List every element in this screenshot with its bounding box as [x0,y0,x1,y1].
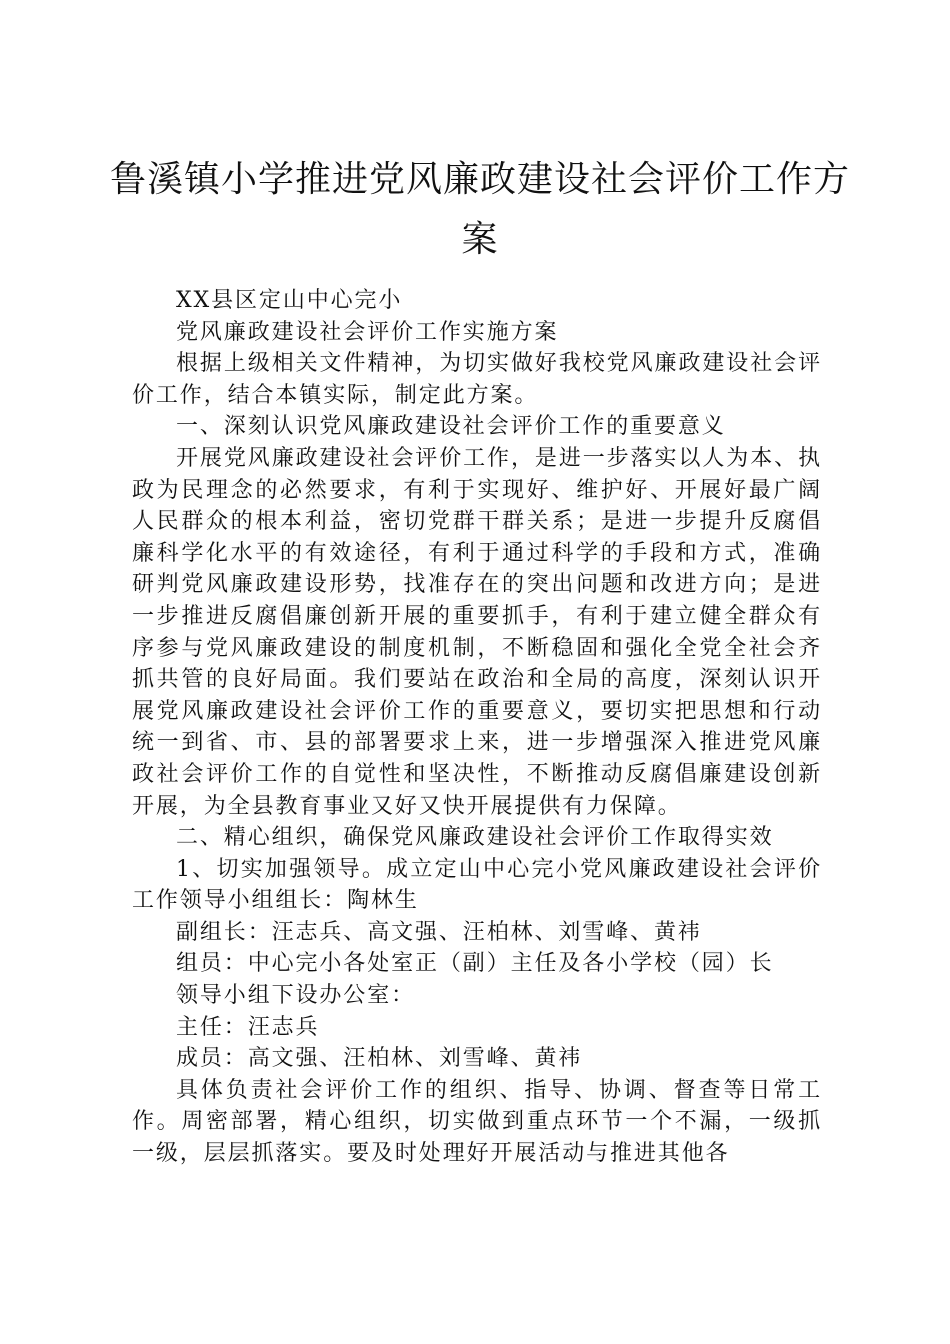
section-heading-1: 一、深刻认识党风廉政建设社会评价工作的重要意义 [176,414,726,440]
paragraph-members: 组员：中心完小各处室正（副）主任及各小学校（园）长 [176,951,774,977]
paragraph-office: 领导小组下设办公室： [176,983,416,1009]
paragraph-plan-name: 党风廉政建设社会评价工作实施方案 [176,319,559,345]
paragraph-leadership: 1、切实加强领导。成立定山中心完小党风廉政建设社会评价工作领导小组组长：陶林生 [132,856,822,914]
paragraph-office-members: 成员：高文强、汪柏林、刘雪峰、黄祎 [176,1046,583,1072]
paragraph-office-director: 主任：汪志兵 [176,1014,320,1040]
paragraph-responsibilities: 具体负责社会评价工作的组织、指导、协调、督查等日常工作。周密部署，精心组织，切实做到重点环节一个不漏，一级抓一级，层层抓落实。要及时处理好开展活动与推进其他各 [132,1077,822,1167]
paragraph-deputy-leaders: 副组长：汪志兵、高文强、汪柏林、刘雪峰、黄祎 [176,919,702,945]
paragraph-intro: 根据上级相关文件精神，为切实做好我校党风廉政建设社会评价工作，结合本镇实际，制定此方案。 [132,351,822,408]
document-title: 鲁溪镇小学推进党风廉政建设社会评价工作方案 [110,159,851,260]
document-body [132,285,822,1170]
section-heading-2: 二、精心组织，确保党风廉政建设社会评价工作取得实效 [176,825,774,851]
paragraph-significance: 开展党风廉政建设社会评价工作，是进一步落实以人为本、执政为民理念的必然要求，有利于实现好、维护好、开展好最广阔人民群众的根本利益，密切党群干群关系；是进一步提升反腐倡廉科学化水平的有效途径，有利于通过科学的手段和方式，准确研判党风廉政建设形势，找准存在的突出问题和改进方向；是进一步推进反腐倡廉创新开展的重要抓手，有利于建立健全群众有序参与党风廉政建设的制度机制，不断稳固和强化全党全社会齐抓共管的良好局面。我们要站在政治和全局的高度，深刻认识开展党风廉政建设社会评价工作的重要意义，要切实把思想和行动统一到省、市、县的部署要求上来，进一步增强深入推进党风廉政社会评价工作的自觉性和坚决性，不断推动反腐倡廉建设创新开展，为全县教育事业又好又快开展提供有力保障。 [132,445,822,819]
paragraph-school-name: XX县区定山中心完小 [176,288,403,313]
